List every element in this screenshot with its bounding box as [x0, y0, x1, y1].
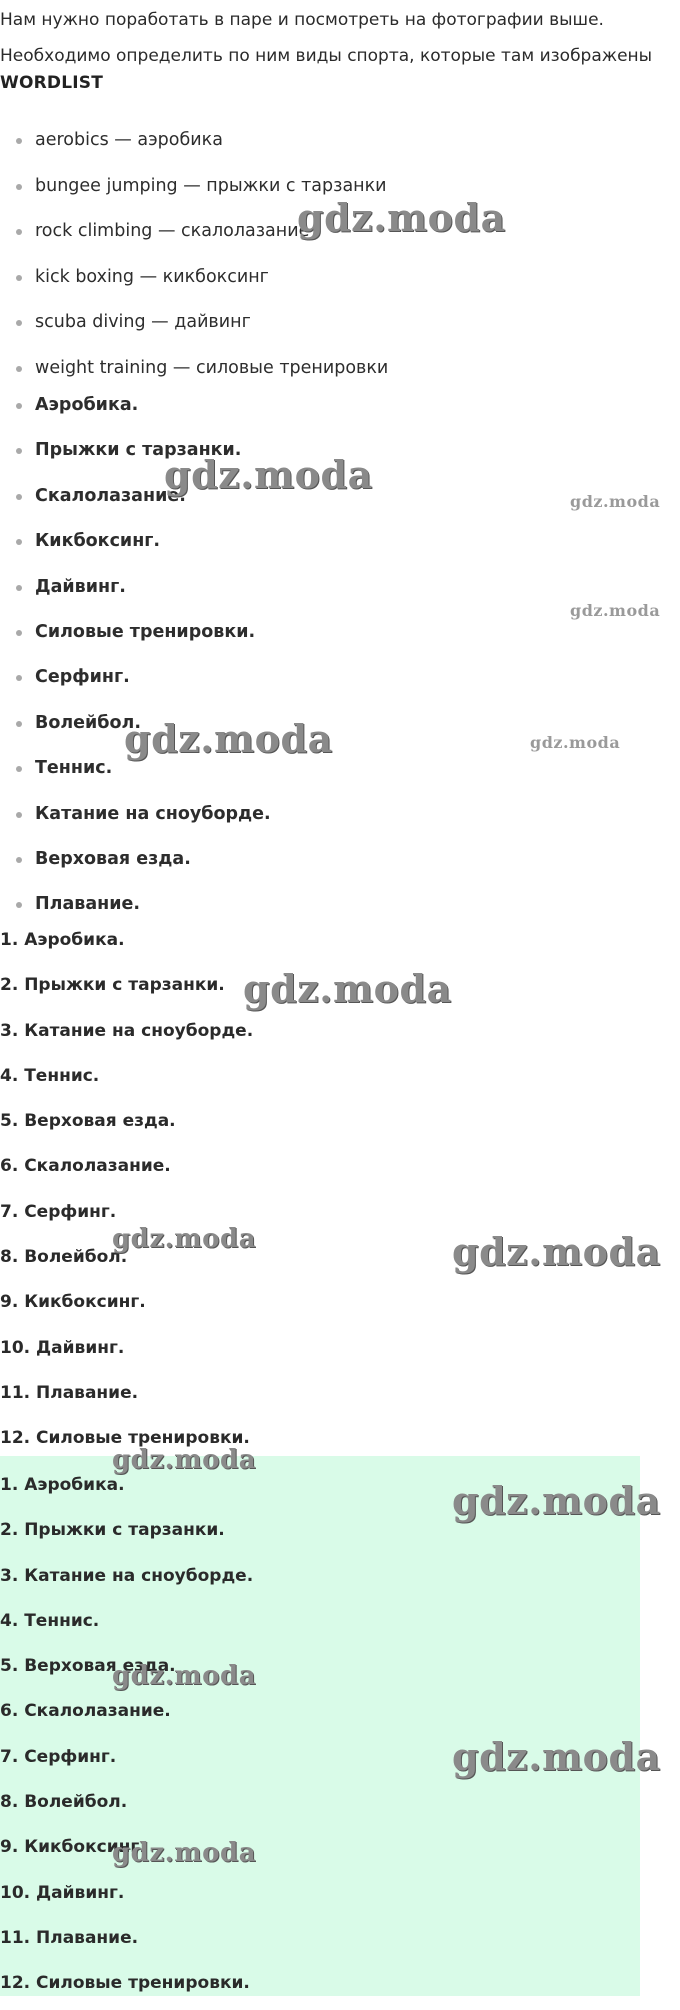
watermark: gdz.moda	[243, 966, 452, 1011]
watermark: gdz.moda	[112, 1661, 257, 1691]
vocab-item: weight training — силовые тренировки	[0, 346, 680, 392]
vocab-item: scuba diving — дайвинг	[0, 300, 680, 346]
answer-item: 10. Дайвинг.	[0, 1337, 125, 1358]
answer-item: 9. Кикбоксинг.	[0, 1292, 146, 1313]
watermark: gdz.moda	[570, 601, 661, 620]
highlighted-answer-item: 8. Волейбол.	[0, 1792, 128, 1813]
highlighted-answer-item: 4. Теннис.	[0, 1610, 100, 1631]
answer-item: 6. Скалолазание.	[0, 1156, 171, 1177]
watermark: gdz.moda	[452, 1734, 661, 1779]
intro-paragraph: Нам нужно поработать в паре и посмотреть на фотографии выше. Необходимо определить по ним виды спорта, которые там изображены	[0, 10, 653, 66]
watermark: gdz.moda	[112, 1838, 257, 1868]
vocab-item: bungee jumping — прыжки с тарзанки	[0, 164, 680, 210]
watermark: gdz.moda	[112, 1445, 257, 1475]
highlighted-answer-item: 12. Силовые тренировки.	[0, 1973, 250, 1994]
sport-item: Верховая езда.	[0, 837, 680, 882]
sport-item: Скалолазание.	[0, 474, 680, 519]
sport-item: Силовые тренировки.	[0, 610, 680, 655]
highlighted-answer-item: 7. Серфинг.	[0, 1746, 117, 1767]
sport-item: Волейбол.	[0, 701, 680, 746]
vocab-item: kick boxing — кикбоксинг	[0, 255, 680, 301]
answer-item: 8. Волейбол.	[0, 1247, 128, 1268]
sport-item: Серфинг.	[0, 655, 680, 700]
wordlist-heading: WORDLIST	[0, 73, 104, 93]
highlighted-answer-item: 10. Дайвинг.	[0, 1882, 125, 1903]
watermark: gdz.moda	[530, 733, 621, 752]
highlighted-answer-item: 3. Катание на сноуборде.	[0, 1565, 254, 1586]
highlighted-answer-item: 9. Кикбоксинг.	[0, 1837, 146, 1858]
answer-item: 7. Серфинг.	[0, 1201, 117, 1222]
watermark: gdz.moda	[570, 492, 661, 511]
highlighted-answer-item: 6. Скалолазание.	[0, 1701, 171, 1722]
sport-item: Аэробика.	[0, 383, 680, 428]
answer-item: 2. Прыжки с тарзанки.	[0, 975, 225, 996]
watermark: gdz.moda	[452, 1229, 661, 1274]
answer-item: 5. Верховая езда.	[0, 1111, 176, 1132]
highlighted-answer-item: 11. Плавание.	[0, 1927, 139, 1948]
sport-item: Плавание.	[0, 882, 680, 927]
sport-item: Дайвинг.	[0, 565, 680, 610]
watermark: gdz.moda	[124, 716, 333, 761]
sport-item: Кикбоксинг.	[0, 519, 680, 564]
sport-item: Прыжки с тарзанки.	[0, 428, 680, 473]
answer-item: 1. Аэробика.	[0, 930, 125, 950]
watermark: gdz.moda	[164, 452, 373, 497]
answer-item: 4. Теннис.	[0, 1065, 100, 1086]
watermark: gdz.moda	[112, 1224, 257, 1254]
answer-item: 3. Катание на сноуборде.	[0, 1020, 254, 1041]
watermark: gdz.moda	[452, 1478, 661, 1523]
highlighted-answer-item: 2. Прыжки с тарзанки.	[0, 1520, 225, 1541]
watermark: gdz.moda	[297, 195, 506, 240]
answer-item: 12. Силовые тренировки.	[0, 1428, 250, 1449]
vocab-item: rock climbing — скалолазание	[0, 209, 680, 255]
sport-item: Теннис.	[0, 746, 680, 791]
sport-item: Катание на сноуборде.	[0, 792, 680, 837]
vocabulary-list	[0, 118, 680, 392]
vocab-item: aerobics — аэробика	[0, 118, 680, 164]
highlighted-answer-item: 5. Верховая езда.	[0, 1656, 176, 1677]
answer-item: 11. Плавание.	[0, 1382, 139, 1403]
highlighted-answer-item: 1. Аэробика.	[0, 1475, 125, 1495]
